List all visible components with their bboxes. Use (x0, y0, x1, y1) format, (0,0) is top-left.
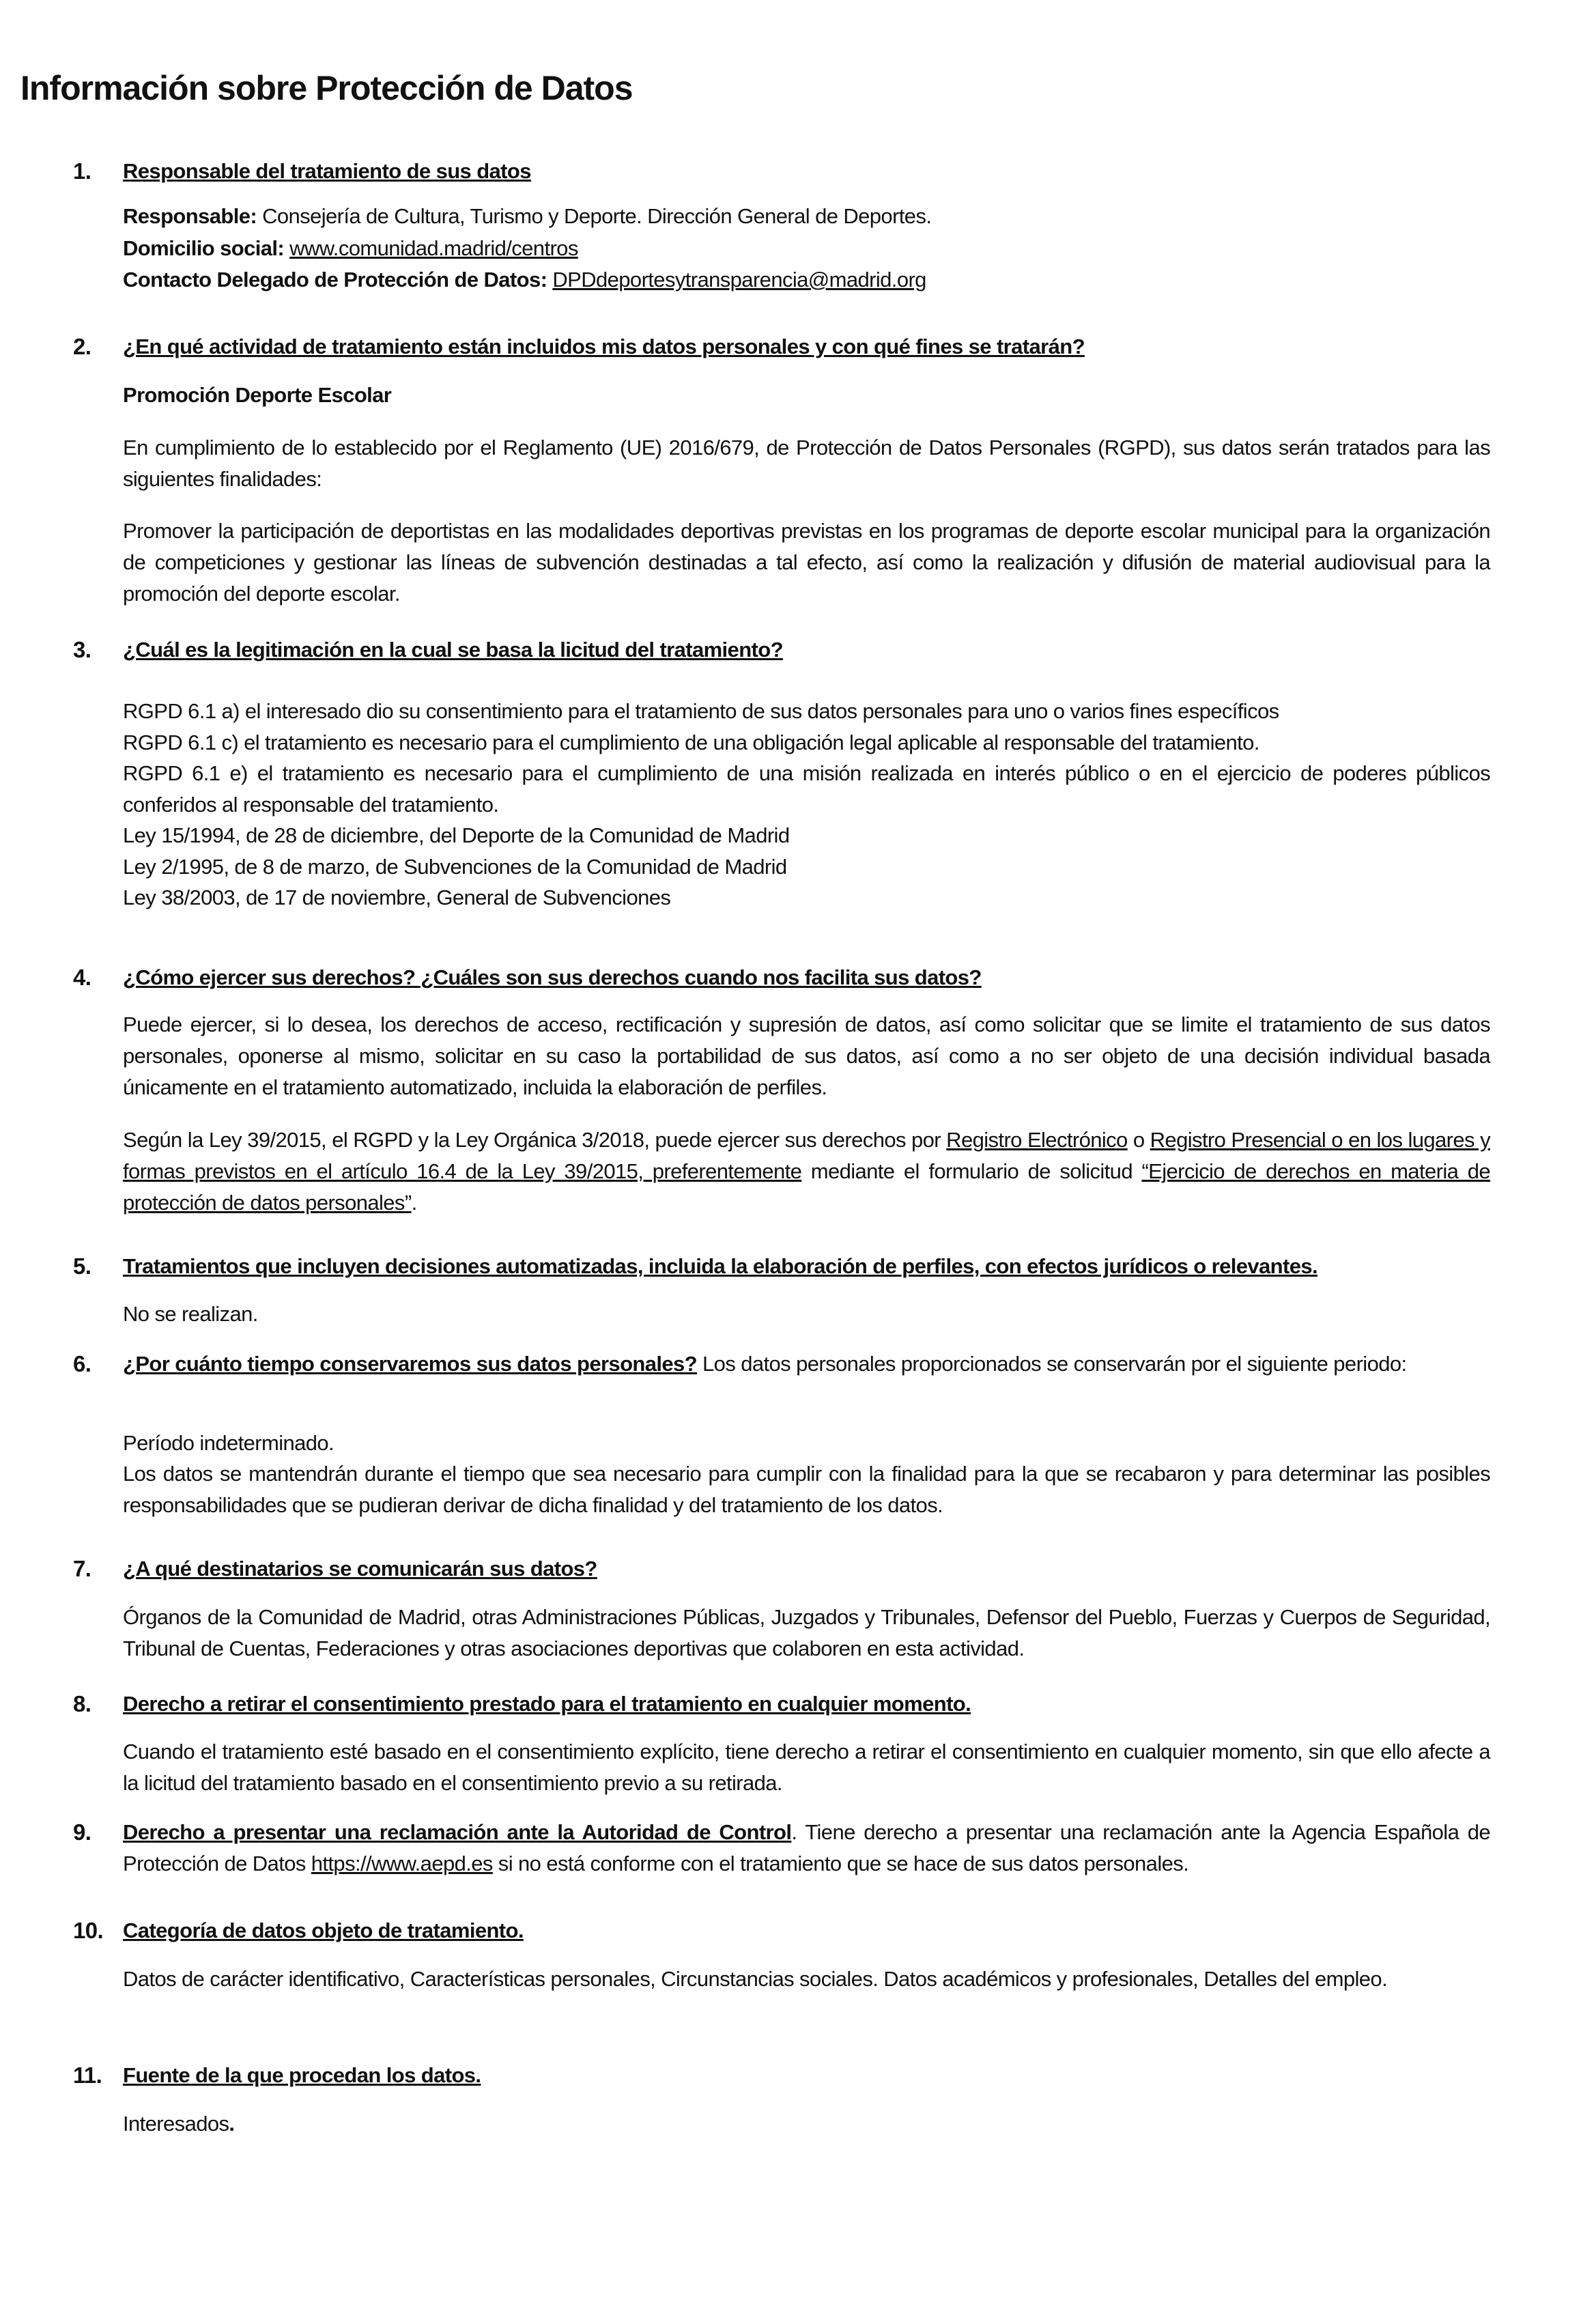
text: . (411, 1191, 417, 1215)
paragraph (123, 2108, 1490, 2140)
text: . Tiene derecho a presentar una reclamación ante la Agencia Española de Protección de Datos (123, 1820, 1491, 1875)
section-heading: Derecho a presentar una reclamación ante la Autoridad de Control (123, 1820, 792, 1844)
activity-name: Promoción Deporte Escolar (123, 383, 392, 407)
section-heading: ¿En qué actividad de tratamiento están incluidos mis datos personales y con qué fines se tratarán? (123, 335, 1085, 358)
paragraph: Datos de carácter identificativo, Características personales, Circunstancias sociales. Datos académicos y profesionales, Detalles del empleo. (123, 1967, 1388, 1991)
legal-basis-item: RGPD 6.1 c) el tratamiento es necesario para el cumplimiento de una obligación legal aplicable al responsable del tratamiento. (123, 730, 1259, 754)
section-heading: ¿Por cuánto tiempo conservaremos sus datos personales? (123, 1352, 698, 1376)
text: mediante el formulario de solicitud (801, 1159, 1142, 1183)
text: Según la Ley 39/2015, el RGPD y la Ley Orgánica 3/2018, puede ejercer sus derechos por (123, 1128, 947, 1152)
domicilio-line (123, 233, 1490, 264)
paragraph: Órganos de la Comunidad de Madrid, otras Administraciones Públicas, Juzgados y Tribunales, Defensor del Pueblo, Fuerzas y Cuerpos de Seguridad, Tribunal de Cuentas, Federaciones y otras asociaciones deportivas que colaboren en esta actividad. (123, 1605, 1490, 1660)
text: Interesados (123, 2112, 229, 2136)
legal-basis-item: RGPD 6.1 e) el tratamiento es necesario para el cumplimiento de una misión realizada en interés público o en el ejercicio de poderes públicos conferidos al responsable del tratamiento. (123, 761, 1490, 817)
section-number: 11. (73, 2063, 102, 2088)
section-number: 6. (73, 1351, 91, 1376)
legal-basis-item: RGPD 6.1 a) el interesado dio su consentimiento para el tratamiento de sus datos personales para uno o varios fines específicos (123, 699, 1279, 723)
paragraph (123, 1817, 1490, 1880)
section-heading: Responsable del tratamiento de sus datos (123, 159, 531, 183)
registro-presencial-link[interactable]: Registro Presencial o en los lugares y formas previstos en el artículo 16.4 de la Ley 39/2015, preferentemente (123, 1128, 1490, 1183)
contacto-label: Contacto Delegado de Protección de Datos: (123, 268, 547, 292)
section-heading: Categoría de datos objeto de tratamiento. (123, 1918, 524, 1942)
paragraph (123, 1124, 1490, 1219)
section-number: 10. (73, 1918, 104, 1943)
responsable-value: Consejería de Cultura, Turismo y Deporte. Dirección General de Deportes. (257, 204, 932, 228)
text: o (1127, 1128, 1150, 1152)
paragraph: Promover la participación de deportistas en las modalidades deportivas previstas en los programas de deporte escolar municipal para la organización de competiciones y gestionar las líneas de subvención destinadas a tal efecto, así como la realización y difusión de material audiovisual para la promoción del deporte escolar. (123, 519, 1490, 606)
aepd-link[interactable]: https://www.aepd.es (311, 1852, 493, 1875)
paragraph: Los datos se mantendrán durante el tiempo que sea necesario para cumplir con la finalidad para la que se recabaron y para determinar las posibles responsabilidades que se pudieran derivar de dicha finalidad y del tratamiento de los datos. (123, 1462, 1490, 1517)
legal-basis-item: Ley 38/2003, de 17 de noviembre, General de Subvenciones (123, 885, 671, 909)
paragraph: No se realizan. (123, 1302, 258, 1326)
responsable-line (123, 201, 1490, 232)
legal-basis-item: Ley 15/1994, de 28 de diciembre, del Deporte de la Comunidad de Madrid (123, 823, 790, 847)
paragraph: Cuando el tratamiento esté basado en el consentimiento explícito, tiene derecho a retirar el consentimiento en cualquier momento, sin que ello afecte a la licitud del tratamiento basado en el consentimiento previo a su retirada. (123, 1740, 1490, 1795)
text: . (229, 2112, 235, 2136)
section-number: 4. (73, 965, 91, 990)
section-number: 8. (73, 1691, 91, 1716)
section-number: 7. (73, 1556, 91, 1581)
section-heading: Derecho a retirar el consentimiento prestado para el tratamiento en cualquier momento. (123, 1692, 971, 1716)
domicilio-link[interactable]: www.comunidad.madrid/centros (289, 236, 578, 260)
registro-electronico-link[interactable]: Registro Electrónico (946, 1128, 1128, 1152)
paragraph: En cumplimiento de lo establecido por el Reglamento (UE) 2016/679, de Protección de Datos Personales (RGPD), sus datos serán tratados para las siguientes finalidades: (123, 436, 1490, 491)
contacto-line (123, 264, 1490, 296)
domicilio-label: Domicilio social: (123, 236, 285, 260)
section-heading-line (123, 1348, 1490, 1380)
contacto-email-link[interactable]: DPDdeportesytransparencia@madrid.org (552, 268, 926, 292)
formulario-link[interactable]: “Ejercicio de derechos en materia de protección de datos personales” (123, 1159, 1490, 1215)
section-number: 5. (73, 1253, 91, 1279)
paragraph: Puede ejercer, si lo desea, los derechos de acceso, rectificación y supresión de datos, así como solicitar que se limite el tratamiento de sus datos personales, oponerse al mismo, solicitar en su caso la portabilidad de sus datos, así como a no ser objeto de una decisión individual basada únicamente en el tratamiento automatizado, incluida la elaboración de perfiles. (123, 1012, 1490, 1099)
section-heading: Tratamientos que incluyen decisiones automatizadas, incluida la elaboración de perfiles, con efectos jurídicos o relevantes. (123, 1254, 1318, 1278)
page-title: Información sobre Protección de Datos (20, 69, 633, 107)
section-heading: ¿A qué destinatarios se comunicarán sus datos? (123, 1557, 597, 1581)
legal-basis-list (123, 696, 1490, 913)
section-number: 2. (73, 334, 91, 359)
section-heading: ¿Cuál es la legitimación en la cual se basa la licitud del tratamiento? (123, 638, 783, 662)
responsable-label: Responsable: (123, 204, 257, 228)
section-heading: Fuente de la que procedan los datos. (123, 2063, 481, 2087)
legal-basis-item: Ley 2/1995, de 8 de marzo, de Subvenciones de la Comunidad de Madrid (123, 854, 787, 879)
section-number: 3. (73, 637, 91, 662)
section-number: 9. (73, 1819, 91, 1845)
section-number: 1. (73, 158, 91, 184)
retention-period: Período indeterminado. (123, 1431, 334, 1455)
text: si no está conforme con el tratamiento que se hace de sus datos personales. (492, 1852, 1189, 1875)
section-heading: ¿Cómo ejercer sus derechos? ¿Cuáles son sus derechos cuando nos facilita sus datos? (123, 965, 982, 989)
text: Los datos personales proporcionados se conservarán por el siguiente periodo: (697, 1352, 1407, 1376)
